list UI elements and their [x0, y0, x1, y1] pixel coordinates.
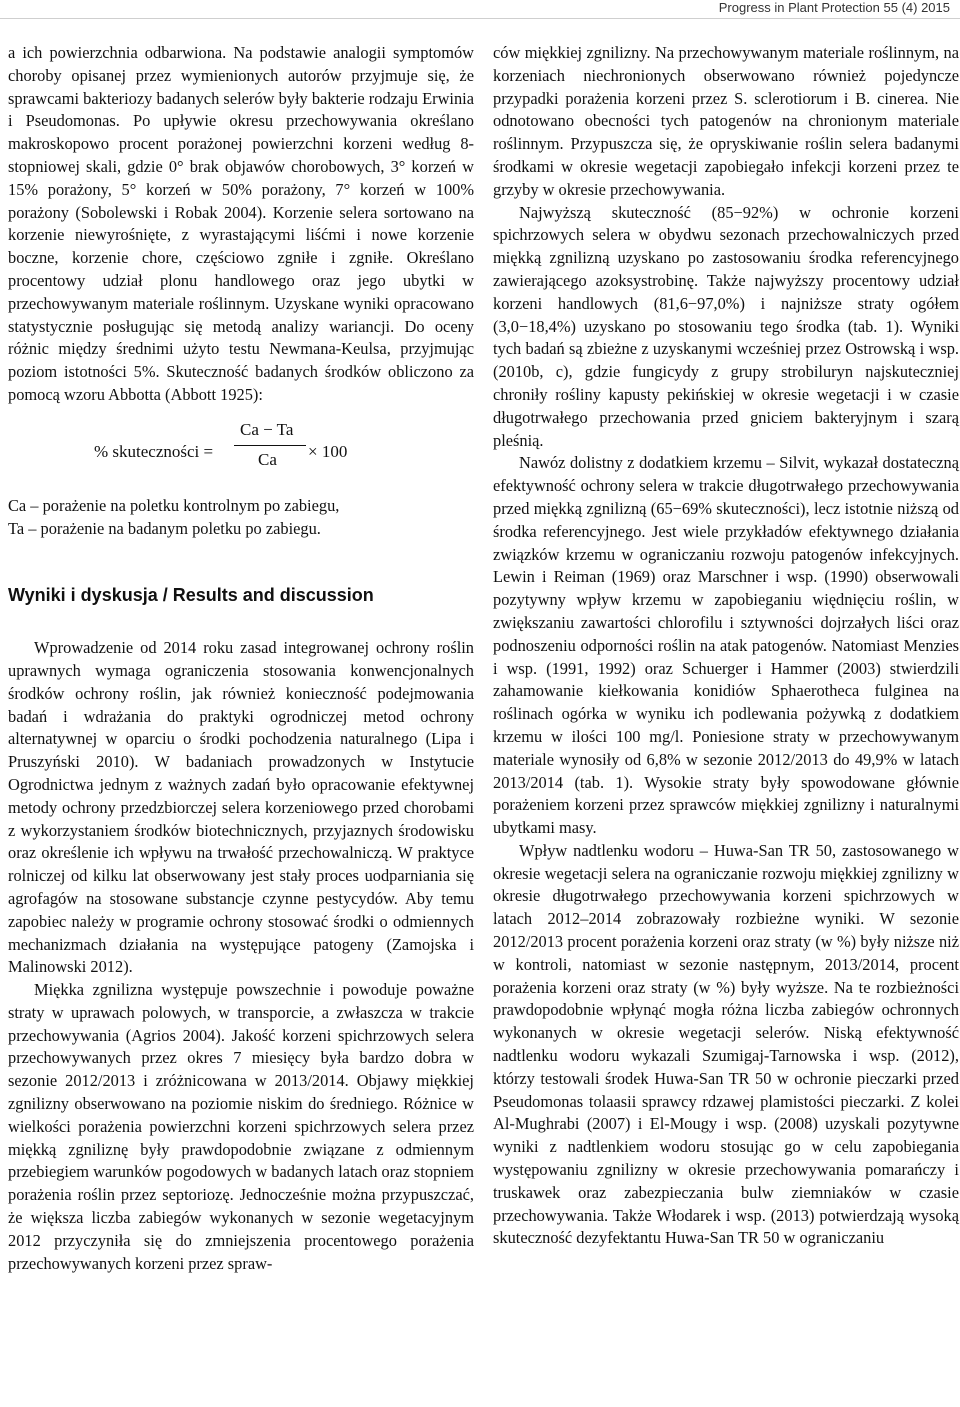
methods-paragraph: a ich powierzchnia odbarwiona. Na podstawie analogii symptomów choroby opisanej przez wymienionych autorów przyjmuje się, że sprawcami bakteriozy badanych selerów były bakterie rodzaju Erwinia i Pseudomonas. Po upływie okresu przechowywania określano makroskopowo procent porażonej powierzchni korzeni według 8-stopniowej skali, gdzie 0° brak objawów chorobowych, 3° korzeń w 15% porażony, 5° korzeń w 50% porażony, 7° korzeń w 100% porażony (Sobolewski i Robak 2004). Korzenie selera sortowano na korzenie niewyrośnięte, z wyrastającymi liśćmi i nowe korzenie boczne, korzenie chore, częściowo zgniłe i zgniłe. Określano procentowy udział plonu handlowego oraz jego ubytki w przechowywanym materiale roślinnym. Uzyskane wyniki opracowano statystycznie posługując się metodą analizy wariancji. Do oceny różnic między średnimi użyto testu Newmana-Keulsa, przyjmując poziom istotności 5%. Skuteczność badanych środków obliczono za pomocą wzoru Abbotta (Abbott 1925):	[8, 43, 474, 404]
abbott-formula	[8, 419, 474, 487]
results-paragraph-1: Wprowadzenie od 2014 roku zasad integrowanej ochrony roślin uprawnych wymaga ograniczenia stosowania konwencjonalnych środków ochrony roślin, jak również konieczność podejmowania badań i wdrażania do praktyki ogrodniczej metod ochrony alternatywnej w oparciu o środki pochodzenia naturalnego (Lipa i Pruszyński 2010). W badaniach prowadzonych w Instytucie Ogrodnictwa jednym z ważnych zadań było opracowanie efektywnej metody ochrony przedzbiorczej selera korzeniowego przed chorobami z wykorzystaniem środków biotechnicznych, przyjaznych środowisku oraz określenie ich wpływu na trwałość przechowalniczą. W praktyce rolniczej od kilku lat obserwowany jest stały proces uodparniania się agrofagów na stosowane substancje czynne pestycydów. Aby temu zapobiec należy w programie ochrony stosować środki o odmiennych mechanizmach działania na występujące patogeny (Zamojska i Malinowski 2012).	[8, 638, 474, 977]
fraction-bar	[234, 445, 306, 446]
left-column	[8, 42, 474, 1275]
results-paragraph-3: ców miękkiej zgnilizny. Na przechowywanym materiale roślinnym, na korzeniach niechronionych obserwowano również pojedyncze przypadki porażenia korzeni przez S. sclerotiorum i B. cinerea. Nie odnotowano obecności tych patogenów na chronionym materiale roślinnym. Przypuszcza się, że opryskiwanie roślin selera badanymi środkami w okresie wegetacji zapobiegało infekcji korzeni przez te grzyby w okresie przechowywania.	[493, 43, 959, 199]
results-paragraph-6: Wpływ nadtlenku wodoru – Huwa-San TR 50, zastosowanego w okresie wegetacji selera na ograniczanie rozwoju miękkiej zgnilizny w okresie długotrwałego przechowywania korzeni spichrzowych w latach 2012–2014 zobrazowały rozbieżne wyniki. W sezonie 2012/2013 procent porażenia korzeni oraz straty (w %) były niższe niż w kontroli, natomiast w sezonie następnym, 2013/2014, procent porażenia korzeni oraz straty (w %) były wyższe. Na te rozbieżności prawdopodobnie wpłynąć mogła różna liczba zabiegów ochronnych wykonanych w okresie wegetacji selerów. Niską efektywność nadtlenku wodoru wykazali Szumigaj-Tarnowska i wsp. (2012), którzy testowali środek Huwa-San TR 50 w ochronie pieczarki przed Pseudomonas tolaasii sprawcy rdzawej plamistości pieczarki. Z kolei Al-Mughrabi (2007) i El-Mougy i wsp. (2008) uzyskali pozytywne wyniki z nadtlenkiem wodoru stosując go w celu zapobiegania występowaniu zgnilizny w okresie przechowywania pomarańczy i truskawek oraz zabezpieczania bulw ziemniaków w czasie przechowywania. Także Włodarek i wsp. (2013) potwierdzają wysoką skuteczność dezyfektantu Huwa-San TR 50 w ograniczaniu	[493, 840, 959, 1248]
definition-ta: Ta – porażenie na badanym poletku po zabiegu.	[8, 518, 321, 538]
results-paragraph-2: Miękka zgnilizna występuje powszechnie i powoduje poważne straty w uprawach polowych, w transporcie, a zwłaszcza w trakcie przechowywania (Agrios 2004). Jakość korzeni spichrzowych selera przechowywanych przez okres 7 miesięcy była bardzo dobra w sezonie 2012/2013 i zróżnicowana w 2013/2014. Objawy miękkiej zgnilizny obserwowano na poziomie niskim do średniego. Różnice w wielkości porażenia powierzchni korzeni spichrzowych selera przez miękką zgniliznę były prawdopodobnie związane z odmiennym przebiegiem warunków pogodowych w badanych latach oraz stopniem porażenia roślin przez septoriozę. Jednocześnie można przypuszczać, że większa liczba zabiegów wykonanych w sezonie wegetacyjnym 2012 przyczyniła się do zmniejszenia procentowego porażenia przechowywanych korzeni przez spraw-	[8, 980, 474, 1273]
header-rule	[0, 18, 960, 19]
formula-numerator: Ca − Ta	[240, 419, 294, 439]
right-column	[493, 42, 959, 1250]
definition-ca: Ca – porażenie na poletku kontrolnym po zabiegu,	[8, 495, 340, 515]
section-heading: Wyniki i dyskusja / Results and discussion	[8, 585, 374, 606]
results-paragraph-5: Nawóz dolistny z dodatkiem krzemu – Silvit, wykazał dostateczną efektywność ochrony selera w trakcie długotrwałego przechowywania przed miękką zgnilizną (65−69% skuteczności), lecz istotnie niższą od środka referencyjnego. Jest wiele przykładów efektywnego działania związków krzemu w ograniczaniu rozwoju patogenów infekcyjnych. Lewin i Reiman (1969) oraz Marschner i wsp. (1990) obserwowali pozytywny wpływ krzemu w zapobieganiu więdnięciu roślin, w zwiększaniu zawartości chlorofilu i sztywności dojrzałych liści oraz podnoszeniu odporności roślin na atak patogenów. Natomiast Menzies i wsp. (1991, 1992) oraz Schuerger i Hammer (2003) stwierdzili zahamowanie kiełkowania konidiów Sphaerotheca fulginea na roślinach ogórka w wyniku ich podlewania pożywką z dodatkiem krzemu w ilości 100 mg/l. Poniesione straty w przechowywanym materiale wynosiły od 6,8% w sezonie 2012/2013 do 49,9% w latach 2013/2014 (tab. 1). Wysokie straty były spowodowane głównie porażeniem korzeni przez sprawców miękkiej zgnilizny i naturalnymi ubytkami masy.	[493, 453, 959, 838]
results-paragraph-4: Najwyższą skuteczność (85−92%) w ochronie korzeni spichrzowych selera w obydwu sezonach przechowalniczych przed miękką zgnilizną uzyskano po zastosowaniu środka referencyjnego zawierającego azoksystrobinę. Także najwyższy procentowy udział korzeni handlowych (81,6−97,0%) i najniższe straty ogółem (3,0−18,4%) uzyskano po stosowaniu tego środka (tab. 1). Wyniki tych badań są zbieżne z uzyskanymi wcześniej przez Ostrowską i wsp. (2010b, c), gdzie fungicydy z grupy strobiluryn najskuteczniej chroniły rośliny kapusty pekińskiej w okresie wegetacji i w czasie długotrwałego przechowania przed gniciem bakteryjnym i szarą pleśnią.	[493, 202, 959, 450]
formula-multiplier: × 100	[308, 441, 348, 461]
running-head: Progress in Plant Protection 55 (4) 2015	[718, 0, 950, 15]
formula-lhs: % skuteczności =	[94, 441, 214, 461]
formula-denominator: Ca	[258, 449, 277, 469]
